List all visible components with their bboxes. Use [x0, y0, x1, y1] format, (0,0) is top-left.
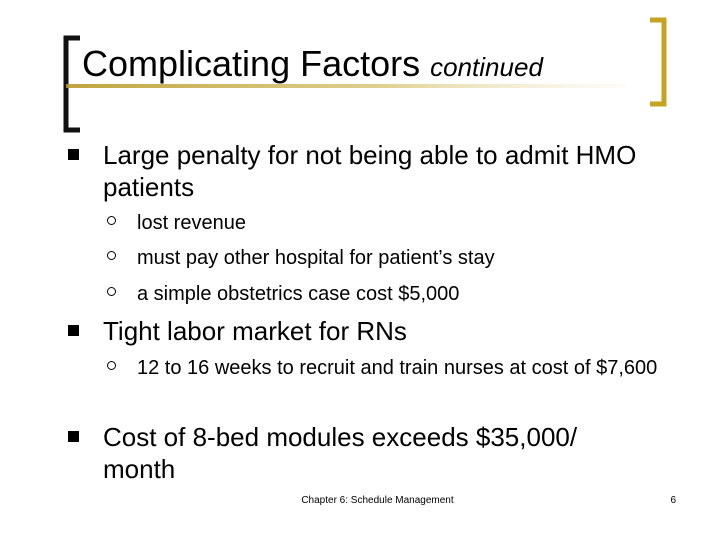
sub-bullet-item: 12 to 16 weeks to recruit and train nurses at cost of $7,600	[137, 357, 658, 379]
bullet-item: Large penalty for not being able to admit HMO patients	[103, 140, 637, 202]
sub-bullet-circle-icon	[107, 216, 116, 225]
sub-bullet-circle-icon	[107, 287, 116, 296]
sub-bullet-circle-icon	[107, 251, 116, 260]
sub-bullet-item: must pay other hospital for patient’s stay	[137, 247, 495, 269]
sub-bullet-item: a simple obstetrics case cost $5,000	[137, 283, 460, 305]
bullet-item: Cost of 8-bed modules exceeds $35,000/ month	[103, 422, 578, 484]
footer-chapter-label: Chapter 6: Schedule Management	[301, 495, 454, 506]
slide-title	[82, 40, 543, 91]
bullet-square-icon	[68, 431, 79, 442]
page-number: 6	[670, 495, 676, 506]
bullet-item: Tight labor market for RNs	[103, 316, 407, 346]
slide-title-suffix: continued	[430, 52, 543, 82]
bullet-square-icon	[68, 325, 79, 336]
right-bracket-shape	[650, 20, 664, 104]
sub-bullet-circle-icon	[107, 361, 116, 370]
slide-title-main: Complicating Factors	[82, 43, 421, 84]
sub-bullet-item: lost revenue	[137, 212, 246, 234]
bullet-square-icon	[68, 149, 79, 160]
